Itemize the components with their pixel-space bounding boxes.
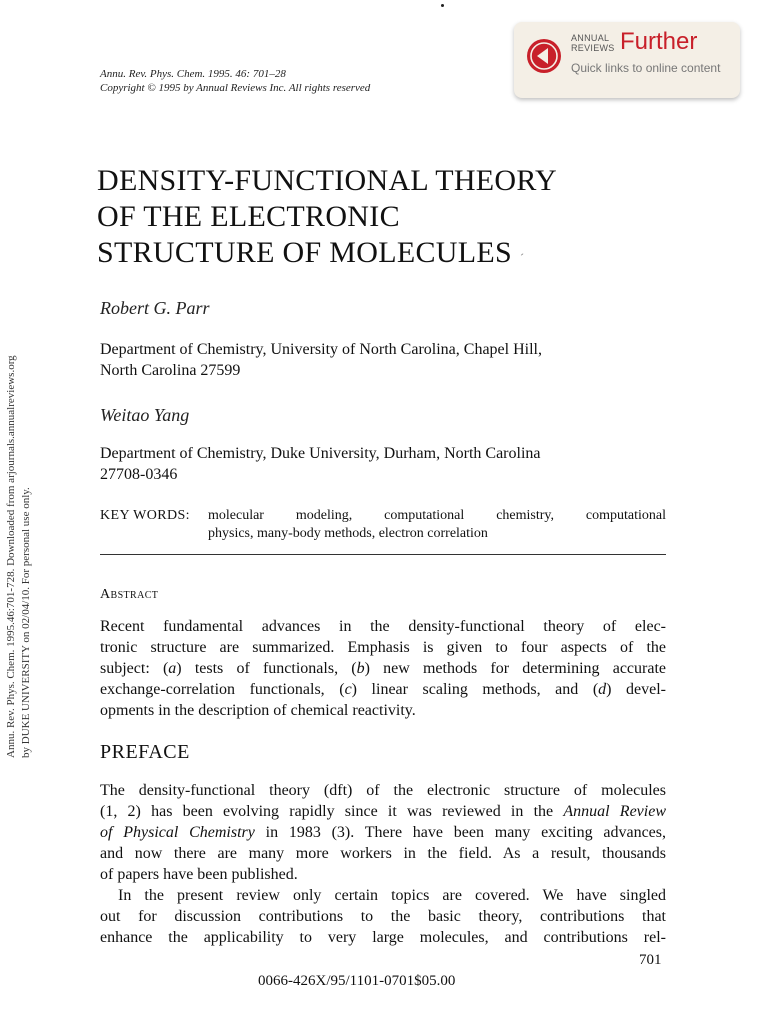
citation-line: Annu. Rev. Phys. Chem. 1995. 46: 701–28 [100,68,286,80]
page-number: 701 [639,952,662,968]
title-line-3: STRUCTURE OF MOLECULES ˊ [97,236,525,269]
scan-speck [441,4,444,7]
download-watermark [0,0,40,1024]
further-play-icon [526,38,562,74]
preface-paragraph-2: In the present review only certain topics are covered. We have singled out for discussion contributions to the basic theory, contributions that enhance the applicability to very large molecules, and contributions rel- [100,887,666,946]
scan-mark: ˊ [519,251,525,265]
preface-heading: PREFACE [100,741,190,763]
author-name: Robert G. Parr [100,298,210,318]
title-line-2: OF THE ELECTRONIC [97,200,400,233]
article-title [97,163,557,276]
section-divider [100,554,666,555]
abstract-heading: Abstract [100,587,159,602]
further-badge[interactable] [514,22,740,98]
copyright-line: Copyright © 1995 by Annual Reviews Inc. All rights reserved [100,82,371,94]
author-affiliation: Department of Chemistry, University of North Carolina, Chapel Hill, North Carolina 27599 [100,341,542,379]
annual-reviews-wordmark: ANNUAL REVIEWS [571,33,615,53]
preface-paragraph-1: The density-functional theory (dft) of the electronic structure of molecules (1, 2) has been evolving rapidly since it was reviewed in the Annual Review of Physical Chemistry in 1983 (3). There have been many exciting advances, and now there are many more workers in the field. As a result, thousands of papers have been published. [100,782,667,883]
journal-citation [100,67,370,95]
watermark-line-1: Annu. Rev. Phys. Chem. 1995.46:701-728. Downloaded from arjournals.annualreviews.org [5,355,17,758]
abstract-text: Recent fundamental advances in the density-functional theory of elec- tronic structure are summarized. Emphasis is given to four aspects of the subject: (a) tests of functionals, (b) new methods for determining accurate exchange-correlation functionals, (c) linear scaling methods, and (d) devel- opments in the description of chemical reactivity. [100,618,667,719]
further-subtitle: Quick links to online content [571,61,721,75]
author-affiliation: Department of Chemistry, Duke University, Durham, North Carolina 27708-0346 [100,445,541,483]
article-code: 0066-426X/95/1101-0701$05.00 [258,973,456,989]
keywords-list: molecular modeling, computational chemistry, computational physics, many-body methods, electron correlation [208,508,666,541]
author-name: Weitao Yang [100,405,190,425]
further-wordmark: Further [620,28,698,55]
keywords-label: KEY WORDS: [100,508,190,523]
title-line-1: DENSITY-FUNCTIONAL THEORY [97,164,557,197]
watermark-line-2: by DUKE UNIVERSITY on 02/04/10. For personal use only. [20,487,32,758]
